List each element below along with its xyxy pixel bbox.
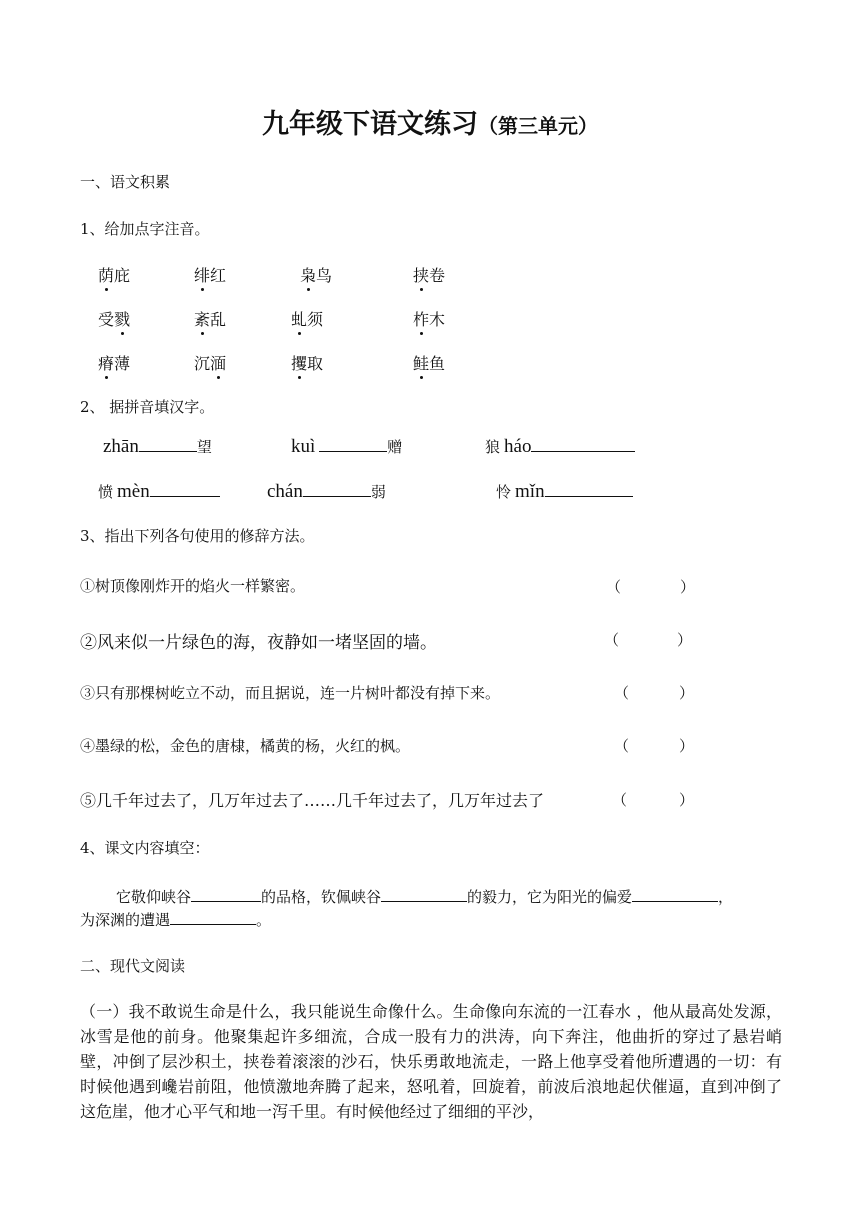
word-item: 攫取 bbox=[291, 351, 323, 374]
section-heading-reading: 二、现代文阅读 bbox=[80, 957, 186, 975]
title-subtitle: （第三单元） bbox=[478, 114, 598, 138]
dotted-char: 柞 bbox=[413, 307, 429, 330]
fill-in-line-1: 它敬仰峡谷 的品格，钦佩峡谷 的毅力，它为阳光的偏爱 ， bbox=[116, 884, 733, 907]
dotted-char: 攫 bbox=[291, 351, 307, 374]
word-item: 瘠薄 bbox=[98, 351, 130, 374]
dotted-char: 挟 bbox=[413, 263, 429, 286]
pinyin-item: 愤 mèn bbox=[98, 479, 220, 503]
reading-passage: （一）我不敢说生命是什么，我只能说生命像什么。生命像向东流的一江春水 ，他从最高处发源，冰雪是他的前身。他聚集起许多细流，合成一股有力的洪涛，向下奔注，他曲折的穿过了悬岩峭壁，冲倒了层沙积土，挟卷着滚滚的沙石，快乐勇敢地流走，一路上他享受着他所遭遇的一切：有时候他遇到巉岩前阻，他愤激地奔腾了起来，怒吼着，回旋着，前波后浪地起伏催逼，直到冲倒了这危崖，他才心平气和地一泻千里。有时候他经过了细细的平沙， bbox=[80, 1002, 782, 1121]
dotted-char: 瘠 bbox=[98, 351, 114, 374]
answer-blank[interactable] bbox=[531, 434, 635, 452]
section-heading-accumulation: 一、语文积累 bbox=[80, 173, 171, 191]
pinyin-text: kuì bbox=[291, 436, 316, 457]
answer-paren-close: ） bbox=[680, 578, 696, 596]
word-item: 挟卷 bbox=[413, 263, 445, 286]
dotted-char: 绯 bbox=[194, 263, 210, 286]
question-4-heading: 4、课文内容填空： bbox=[80, 839, 210, 857]
word-item: 枭鸟 bbox=[300, 263, 332, 286]
rhetoric-sentence: ⑤几千年过去了，几万年过去了……几千年过去了，几万年过去了 bbox=[80, 791, 545, 810]
pinyin-item: kuì 赠 bbox=[291, 436, 403, 457]
dotted-char: 紊 bbox=[194, 307, 210, 330]
answer-paren-open: （ bbox=[606, 578, 622, 596]
fill-in-line-2: 为深渊的遭遇 。 bbox=[80, 907, 271, 930]
dotted-char: 枭 bbox=[300, 263, 316, 286]
dotted-char: 湎 bbox=[210, 351, 226, 374]
rhetoric-sentence: ①树顶像刚炸开的焰火一样繁密。 bbox=[80, 577, 306, 595]
word-item: 柞木 bbox=[413, 307, 445, 330]
word-item: 紊乱 bbox=[194, 307, 226, 330]
answer-paren-close: ） bbox=[679, 737, 695, 755]
word-item: 绯红 bbox=[194, 263, 226, 286]
question-3-heading: 3、指出下列各句使用的修辞方法。 bbox=[80, 527, 315, 545]
answer-blank[interactable] bbox=[170, 907, 256, 925]
pinyin-text: chán bbox=[267, 481, 303, 502]
answer-paren-open: （ bbox=[604, 631, 620, 649]
answer-paren-close: ） bbox=[677, 631, 693, 649]
answer-blank[interactable] bbox=[191, 884, 261, 902]
answer-paren-open: （ bbox=[614, 684, 630, 702]
word-item: 鲑鱼 bbox=[413, 351, 445, 374]
answer-paren-open: （ bbox=[612, 791, 628, 809]
pinyin-text: mǐn bbox=[515, 481, 545, 502]
pinyin-text: mèn bbox=[117, 481, 150, 502]
dotted-char: 鲑 bbox=[413, 351, 429, 374]
answer-blank[interactable] bbox=[150, 479, 220, 497]
answer-blank[interactable] bbox=[303, 479, 371, 497]
pinyin-item: zhān 望 bbox=[103, 436, 212, 457]
pinyin-item: 狼 háo bbox=[485, 434, 635, 458]
rhetoric-sentence: ③只有那棵树屹立不动，而且据说，连一片树叶都没有掉下来。 bbox=[80, 684, 501, 702]
pinyin-text: háo bbox=[504, 436, 532, 457]
dotted-char: 荫 bbox=[98, 263, 114, 286]
word-item: 荫庇 bbox=[98, 263, 130, 286]
answer-blank[interactable] bbox=[632, 884, 718, 902]
answer-blank[interactable] bbox=[545, 479, 633, 497]
word-item: 受戮 bbox=[98, 307, 130, 330]
word-item: 虬须 bbox=[291, 307, 323, 330]
rhetoric-sentence: ④墨绿的松，金色的唐棣，橘黄的杨，火红的枫。 bbox=[80, 737, 411, 755]
dotted-char: 虬 bbox=[291, 307, 307, 330]
dotted-char: 戮 bbox=[114, 307, 130, 330]
answer-blank[interactable] bbox=[139, 434, 197, 452]
answer-blank[interactable] bbox=[319, 434, 387, 452]
answer-blank[interactable] bbox=[381, 884, 467, 902]
answer-paren-close: ） bbox=[679, 791, 695, 809]
rhetoric-sentence: ②风来似一片绿色的海，夜静如一堵坚固的墙。 bbox=[80, 633, 437, 653]
pinyin-text: zhān bbox=[103, 436, 139, 457]
pinyin-item: chán 弱 bbox=[267, 481, 386, 502]
answer-paren-close: ） bbox=[679, 684, 695, 702]
word-item: 沉湎 bbox=[194, 351, 226, 374]
question-2-heading: 2、 据拼音填汉字。 bbox=[80, 398, 215, 416]
answer-paren-open: （ bbox=[614, 737, 630, 755]
pinyin-item: 怜 mǐn bbox=[496, 479, 633, 503]
page-title: 九年级下语文练习（第三单元） bbox=[262, 109, 598, 140]
question-1-heading: 1、给加点字注音。 bbox=[80, 220, 210, 238]
